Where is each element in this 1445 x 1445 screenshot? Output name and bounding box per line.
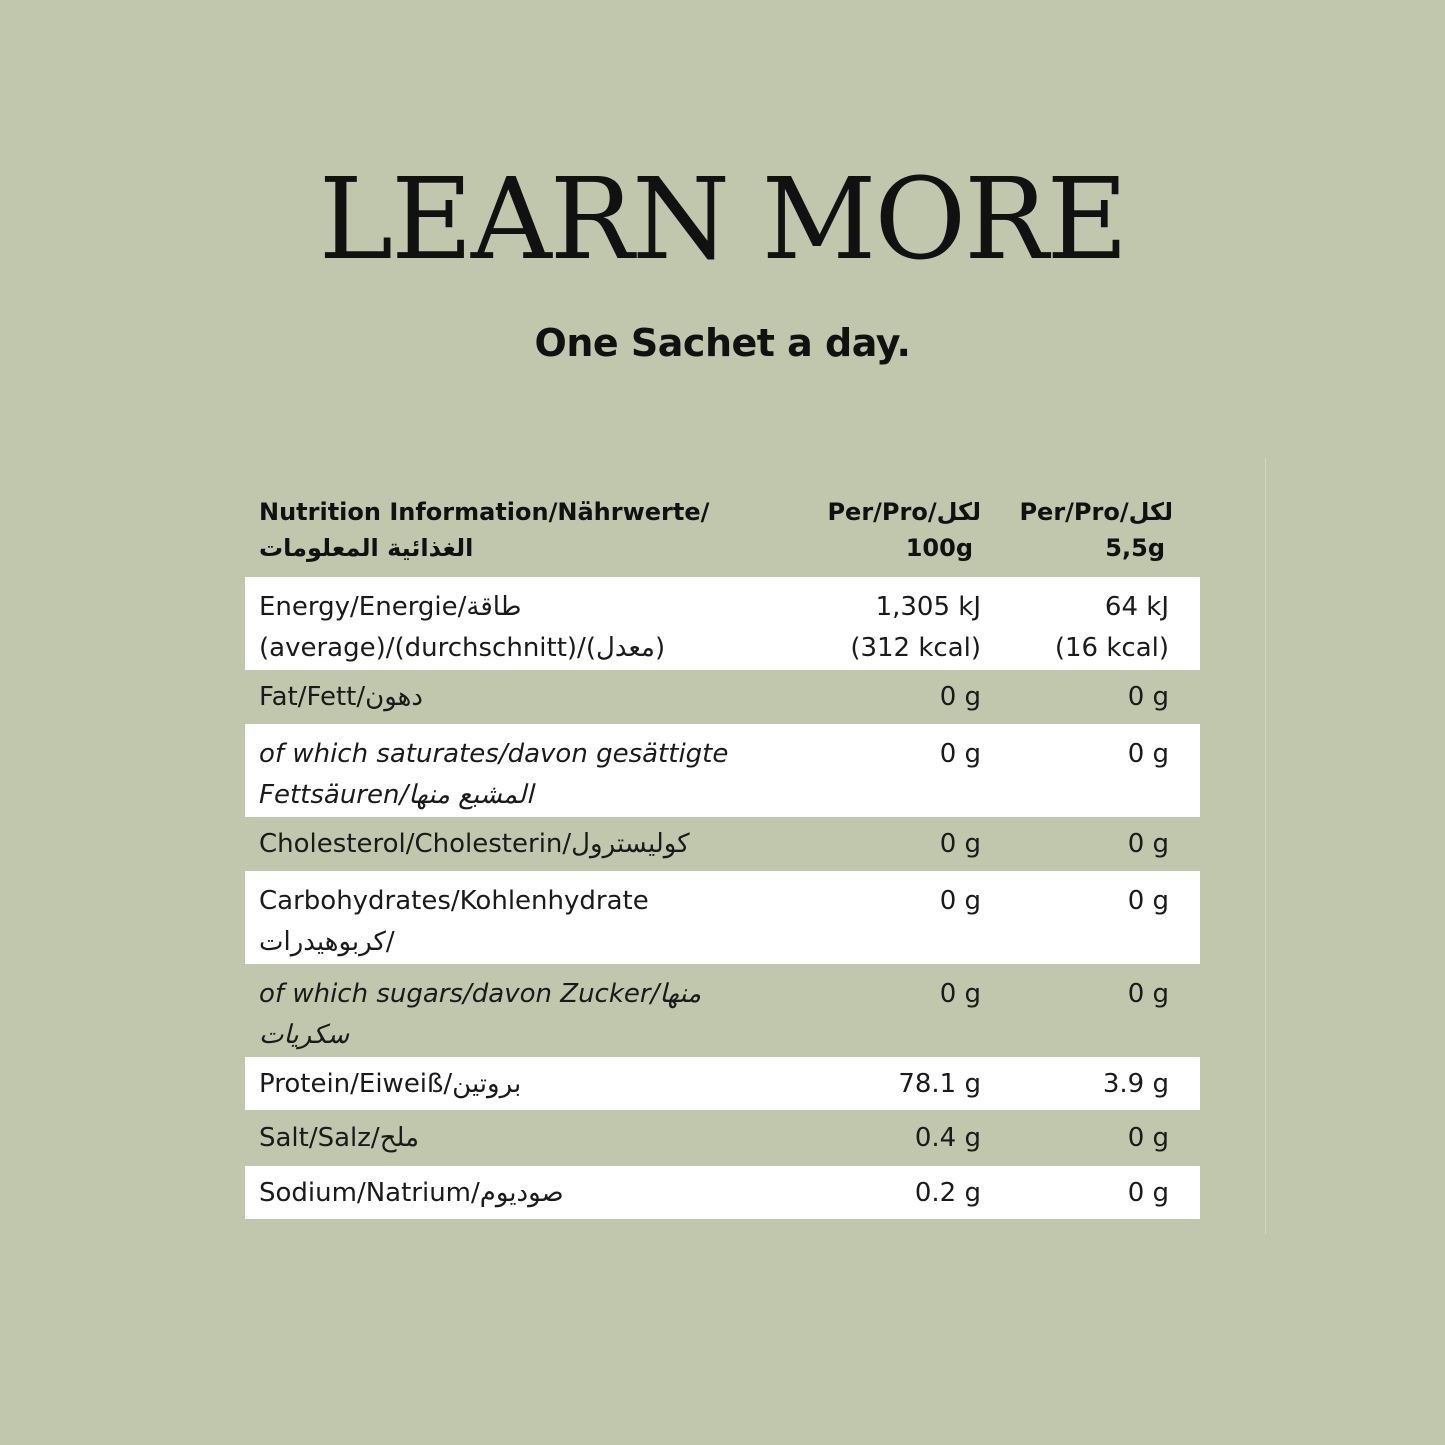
row-value-per-sachet: 0 g <box>1127 1178 1169 1208</box>
divider-line <box>1265 458 1266 1234</box>
row-value-per-sachet: 3.9 g <box>1102 1069 1169 1099</box>
row-value-per-100g: 0 g <box>939 682 981 712</box>
row-label: Cholesterol/Cholesterin/كوليسترول <box>259 829 690 859</box>
row-value-per-100g: 0 g <box>939 829 981 859</box>
row-value-per-100g: 0 g <box>939 886 981 916</box>
table-row-energy <box>245 577 1200 670</box>
table-row-fat <box>245 670 1200 724</box>
row-label: Energy/Energie/طاقة (average)/(durchschnitt)/(معدل) <box>259 592 666 663</box>
row-value-per-100g: 0 g <box>939 739 981 769</box>
table-row-salt <box>245 1110 1200 1166</box>
row-label: Fat/Fett/دهون <box>259 682 423 712</box>
row-label: of which sugars/davon Zucker/منها سكريات <box>259 979 702 1050</box>
row-value-per-sachet: 0 g <box>1127 829 1169 859</box>
row-value-per-100g: 0.4 g <box>914 1123 981 1153</box>
row-label: of which saturates/davon gesättigte Fettsäuren/المشبع منها <box>259 739 729 810</box>
row-value-per-100g: 78.1 g <box>898 1069 981 1099</box>
row-label: Salt/Salz/ملح <box>259 1123 420 1153</box>
table-row-carbohydrates <box>245 871 1200 964</box>
row-label: Protein/Eiweiß/بروتين <box>259 1069 522 1099</box>
table-header <box>245 494 1200 577</box>
table-row-sugars <box>245 964 1200 1057</box>
table-row-saturates <box>245 724 1200 817</box>
page-title: LEARN MORE <box>318 155 1127 285</box>
table-row-protein <box>245 1057 1200 1110</box>
row-value-per-100g: 0 g <box>939 979 981 1009</box>
row-value-per-100g: 0.2 g <box>914 1178 981 1208</box>
header-per-sachet: Per/Pro/لكل 5,5g <box>1019 498 1173 562</box>
row-value-per-sachet: 0 g <box>1127 739 1169 769</box>
header-per-100g: Per/Pro/لكل 100g <box>827 498 981 562</box>
row-value-per-sachet: 64 kJ (16 kcal) <box>1054 592 1169 663</box>
table-row-sodium <box>245 1166 1200 1219</box>
nutrition-table <box>245 494 1200 1219</box>
table-row-cholesterol <box>245 817 1200 871</box>
row-value-per-sachet: 0 g <box>1127 682 1169 712</box>
row-value-per-sachet: 0 g <box>1127 979 1169 1009</box>
row-label: Sodium/Natrium/صوديوم <box>259 1178 564 1208</box>
row-value-per-100g: 1,305 kJ (312 kcal) <box>850 592 981 663</box>
page-subtitle: One Sachet a day. <box>534 321 911 365</box>
row-value-per-sachet: 0 g <box>1127 886 1169 916</box>
row-label: Carbohydrates/Kohlenhydrate كربوهيدرات/ <box>259 886 649 957</box>
header-nutrition-information: Nutrition Information/Nährwerte/ الغذائية المعلومات <box>259 498 710 562</box>
row-value-per-sachet: 0 g <box>1127 1123 1169 1153</box>
